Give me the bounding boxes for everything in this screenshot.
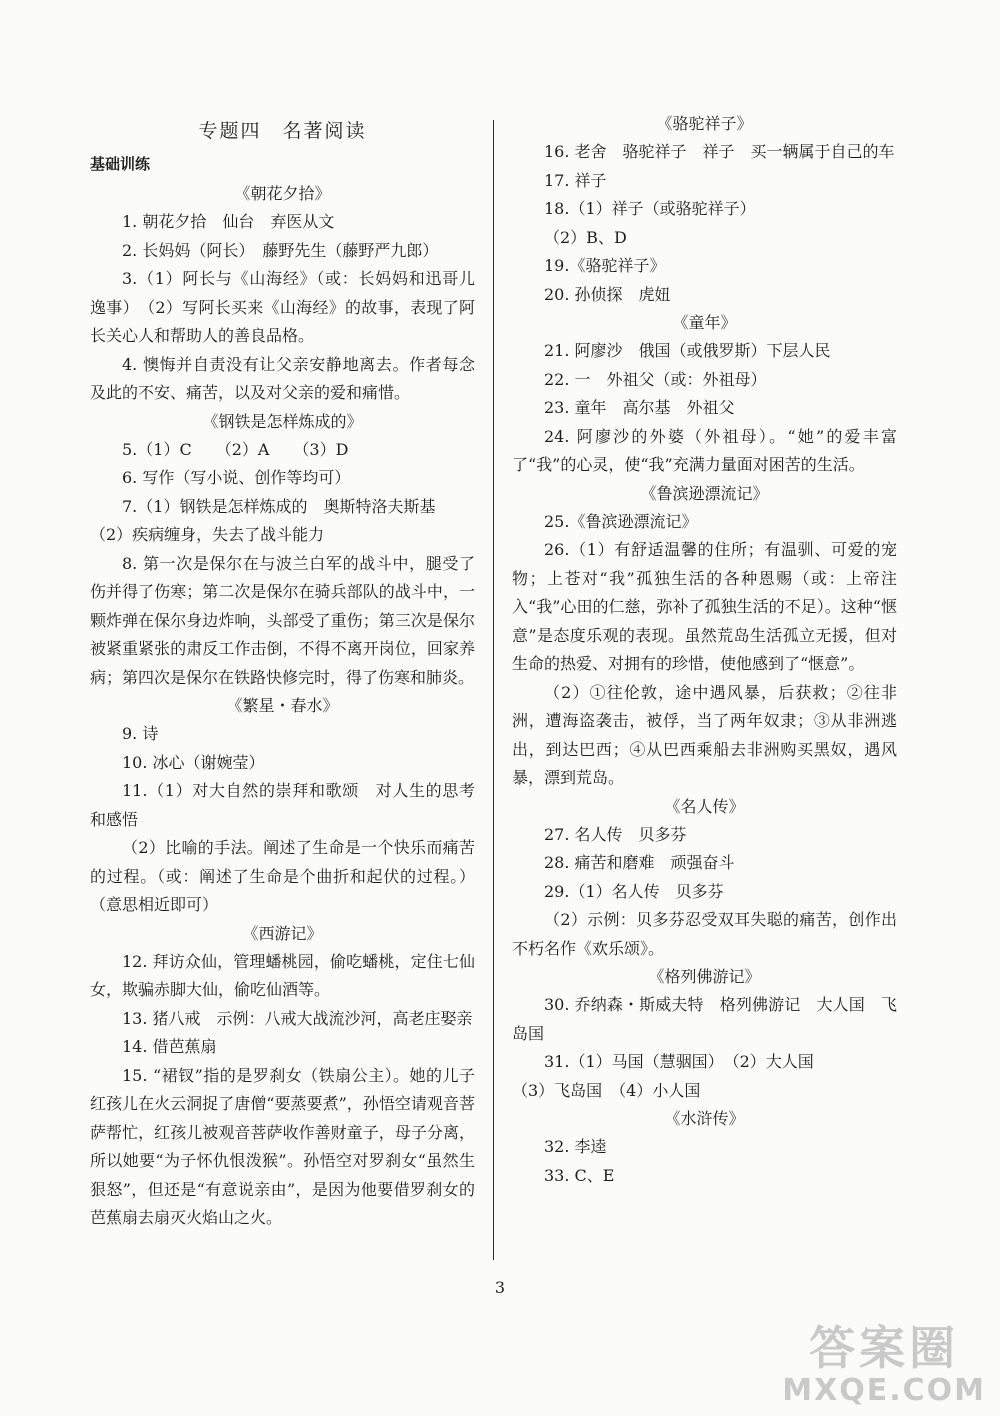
answer-item: 8. 第一次是保尔在与波兰白军的战斗中，腿受了伤并得了伤寒；第二次是保尔在骑兵部队的战斗中，一颗炸弹在保尔身边炸响，头部受了重伤；第三次是保尔被紧重紧张的肃反工作击倒，不得不离开岗位，回家养病；第四次是保尔在铁路快修完时，得了伤寒和肺炎。	[90, 553, 475, 687]
answer-item: 18.（1）祥子（或骆驼祥子）	[544, 199, 756, 218]
answer-item: 33. C、E	[544, 1165, 615, 1185]
answer-item: （3）飞岛国 （4）小人国	[512, 1080, 701, 1100]
page-number: 3	[494, 1278, 506, 1297]
answer-item: 14. 借芭蕉扇	[122, 1037, 217, 1056]
answer-item: （2）比喻的手法。阐述了生命是一个快乐而痛苦的过程。（或：阐述了生命是个曲折和起伏的过程。）（意思相近即可）	[90, 838, 475, 914]
answer-item: 19.《骆驼祥子》	[544, 256, 666, 275]
left-column	[90, 110, 475, 1233]
answer-item: 11.（1）对大自然的崇拜和歌颂 对人生的思考和感悟	[90, 781, 475, 829]
book-title: 《水浒传》	[664, 1109, 745, 1128]
answer-item: 30. 乔纳森・斯威夫特 格列佛游记 大人国 飞岛国	[512, 995, 897, 1043]
answer-item: 7.（1）钢铁是怎样炼成的 奥斯特洛夫斯基	[122, 496, 436, 516]
book-title: 《繁星・春水》	[226, 696, 339, 715]
answer-item: 3.（1）阿长与《山海经》（或：长妈妈和迅哥儿逸事） （2）写阿长买来《山海经》的故事，表现了阿长关心人和帮助人的善良品格。	[90, 269, 475, 345]
column-divider	[493, 120, 494, 1260]
right-content	[512, 110, 897, 1190]
book-title: 《格列佛游记》	[648, 967, 761, 986]
answer-item: 21. 阿廖沙 俄国（或俄罗斯）下层人民	[544, 341, 831, 360]
answer-item: 15. “裙钗”指的是罗刹女（铁扇公主）。她的儿子红孩儿在火云洞捉了唐僧“要蒸要煮”，孙悟空请观音菩萨帮忙，红孩儿被观音菩萨收作善财童子，母子分离，所以她要“为子怀仇恨泼猴”。孙悟空对罗刹女“虽然生狠怒”，但还是“有意说亲由”，是因为他要借罗刹女的芭蕉扇去扇灭火焰山之火。	[90, 1065, 475, 1227]
book-title: 《鲁滨逊漂流记》	[640, 483, 769, 503]
answer-item: 28. 痛苦和磨难 顽强奋斗	[544, 853, 735, 872]
answer-item: 10. 冰心（谢婉莹）	[122, 752, 265, 772]
watermark-text: 答案圈	[809, 1321, 960, 1375]
book-title: 《名人传》	[664, 796, 745, 816]
answer-item: 22. 一 外祖父（或：外祖母）	[544, 369, 767, 389]
answer-item: 2. 长妈妈（阿长） 藤野先生（藤野严九郎）	[122, 240, 439, 260]
answer-item: 5.（1）C （2）A （3）D	[122, 439, 349, 459]
answer-item: 17. 祥子	[544, 170, 607, 190]
answer-item: （2）示例：贝多芬忍受双耳失聪的痛苦，创作出不朽名作《欢乐颂》。	[512, 910, 897, 958]
section-heading: 基础训练	[90, 155, 151, 173]
answer-item: 13. 猪八戒 示例：八戒大战流沙河，高老庄娶亲	[122, 1008, 473, 1028]
answer-item: 4. 懊悔并自责没有让父亲安静地离去。作者每念及此的不安、痛苦，以及对父亲的爱和痛惜。	[90, 354, 475, 402]
answer-item: 31.（1）马国（慧骃国） （2）大人国	[544, 1052, 814, 1071]
book-title: 《西游记》	[242, 923, 323, 943]
answer-item: （2）①往伦敦，途中遇风暴，后获救；②往非洲，遭海盗袭击，被俘，当了两年奴隶；③从非洲逃出，到达巴西；④从巴西乘船去非洲购买黑奴，遇风暴，漂到荒岛。	[512, 682, 897, 787]
answer-item: 20. 孙侦探 虎妞	[544, 284, 671, 304]
answer-item: 24. 阿廖沙的外婆（外祖母）。“她”的爱丰富了“我”的心灵，使“我”充满力量面对困苦的生活。	[512, 426, 897, 474]
answer-item: 16. 老舍 骆驼祥子 祥子 买一辆属于自己的车	[544, 142, 895, 161]
watermark-url: MXQE.COM	[782, 1373, 986, 1408]
answer-item: 32. 李逵	[544, 1137, 607, 1156]
left-content	[90, 180, 475, 1233]
answer-item: 23. 童年 高尔基 外祖父	[544, 398, 735, 417]
book-title: 《童年》	[672, 313, 737, 332]
answer-item: 1. 朝花夕拾 仙台 弃医从文	[122, 212, 335, 231]
answer-item: （2）B、D	[544, 227, 627, 247]
page-title: 专题四 名著阅读	[198, 120, 367, 142]
watermark-logo	[782, 1322, 986, 1408]
book-title: 《骆驼祥子》	[656, 114, 753, 133]
answer-item: 12. 拜访众仙，管理蟠桃园，偷吃蟠桃，定住七仙女，欺骗赤脚大仙，偷吃仙酒等。	[90, 951, 475, 999]
answer-item: （2）疾病缠身，失去了战斗能力	[90, 525, 325, 544]
answer-item: 6. 写作（写小说、创作等均可）	[122, 468, 351, 487]
right-column	[512, 110, 897, 1190]
book-title: 《钢铁是怎样炼成的》	[202, 411, 363, 431]
book-title: 《朝花夕拾》	[234, 184, 331, 203]
answer-item: 26.（1）有舒适温馨的住所；有温驯、可爱的宠物；上苍对“我”孤独生活的各种恩赐（或：上帝注入“我”心田的仁慈，弥补了孤独生活的不足）。这种“惬意”是态度乐观的表现。虽然荒岛生活孤立无援，但对生命的热爱、对拥有的珍惜，使他感到了“惬意”。	[512, 540, 897, 673]
answer-item: 9. 诗	[122, 724, 159, 743]
answer-item: 27. 名人传 贝多芬	[544, 824, 687, 844]
answer-item: 29.（1）名人传 贝多芬	[544, 881, 724, 901]
answer-item: 25.《鲁滨逊漂流记》	[544, 511, 698, 531]
